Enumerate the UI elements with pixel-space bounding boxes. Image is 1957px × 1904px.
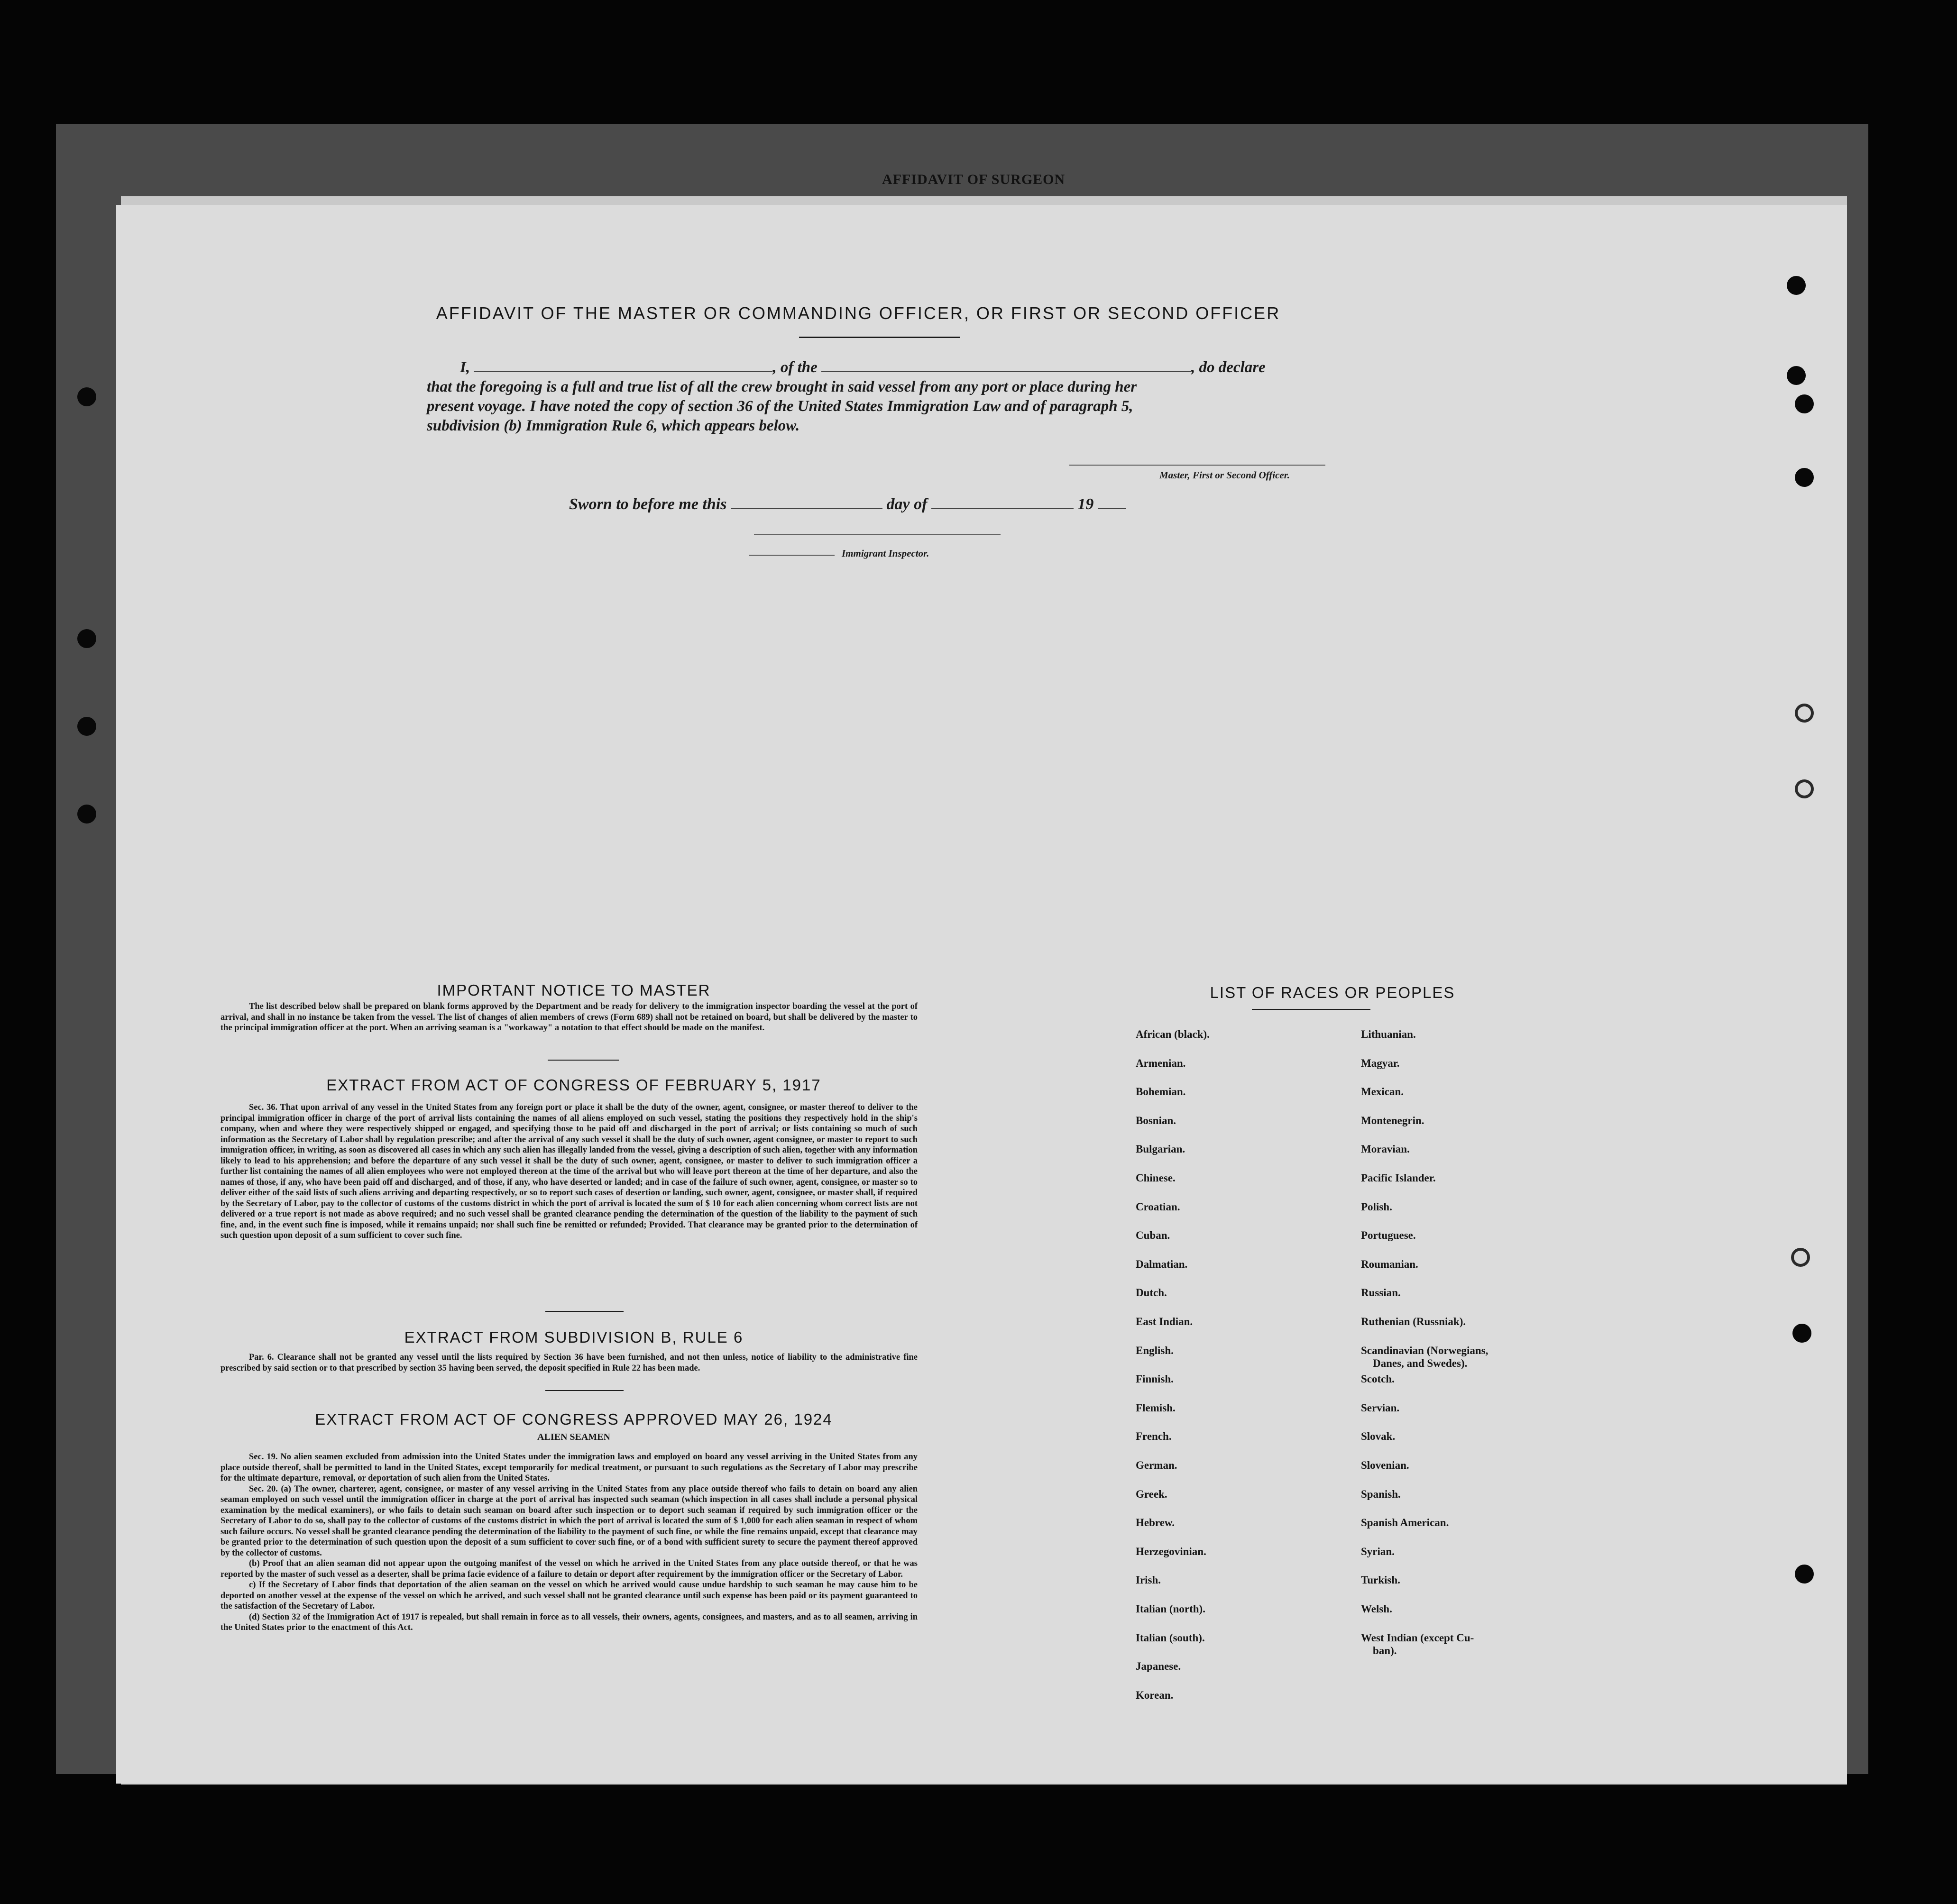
race-entry: Finnish. (1136, 1373, 1174, 1385)
inspector-signature-line[interactable] (749, 555, 835, 556)
race-entry: Flemish. (1136, 1401, 1176, 1414)
race-entry: African (black). (1136, 1028, 1210, 1040)
sworn-line (569, 495, 1126, 513)
race-entry: Russian. (1361, 1287, 1401, 1299)
race-entry: Magyar. (1361, 1057, 1400, 1069)
title-rule (799, 337, 960, 338)
section-divider (548, 1060, 619, 1061)
extract-1924-body (221, 1452, 918, 1633)
vessel-name-blank[interactable] (821, 359, 1191, 372)
extract-1924-paragraph: c) If the Secretary of Labor finds that deportation of the alien seaman on the vessel on which he arrived would cause undue hardship to such seaman he may cause him to be deported on another vessel at the expense of the vessel on which he arrived, and such vessel shall not be granted clearance until such expense has been paid or its payment guaranteed to the satisfaction of the Secretary of Labor. (221, 1580, 918, 1611)
race-entry: Welsh. (1361, 1603, 1392, 1615)
binding-hole (1795, 779, 1814, 798)
binding-hole (1791, 1248, 1810, 1267)
notice-paragraph: The list described below shall be prepared on blank forms approved by the Department and be ready for delivery to the immigration inspector boarding the vessel at the port of arrival, and shall in no instance be taken from the vessel. The list of changes of alien members of crews (Form 689) shall not be retained on board, but shall be delivered by the master to the principal immigration officer at the port. When an arriving seaman is a "workaway" a notation to that effect should be made on the manifest. (221, 1002, 918, 1033)
race-entry: Servian. (1361, 1401, 1400, 1414)
race-entry: Italian (north). (1136, 1603, 1205, 1615)
race-entry: Spanish. (1361, 1488, 1401, 1500)
extract-1924-paragraph: Sec. 19. No alien seamen excluded from admission into the United States under the immigration laws and employed on board any vessel arriving in the United States from any place outside thereof, shall be permitted to land in the United States, except temporarily for medical treatment, or pursuant to such regulations as the Secretary of Labor may prescribe for the ultimate departure, removal, or deportation of such alien from the United States. (221, 1452, 918, 1483)
race-entry: French. (1136, 1430, 1172, 1443)
race-entry: Greek. (1136, 1488, 1167, 1500)
extract-1917-body (221, 1102, 918, 1241)
race-entry: Armenian. (1136, 1057, 1186, 1069)
race-entry: Croatian. (1136, 1200, 1180, 1213)
race-entry: Mexican. (1361, 1086, 1404, 1098)
binding-hole (1795, 704, 1814, 723)
binding-hole (1795, 468, 1814, 487)
race-entry: Roumanian. (1361, 1258, 1418, 1270)
race-entry: Turkish. (1361, 1574, 1400, 1586)
race-entry: Korean. (1136, 1689, 1174, 1701)
race-entry: Slovak. (1361, 1430, 1396, 1443)
race-entry: Cuban. (1136, 1229, 1170, 1242)
race-entry: Bulgarian. (1136, 1143, 1185, 1155)
binding-hole (1795, 394, 1814, 413)
master-signature-line[interactable] (1069, 465, 1325, 466)
extract-1924-title: EXTRACT FROM ACT OF CONGRESS APPROVED MAY 26, 1924 (315, 1410, 833, 1428)
race-entry: ban). (1373, 1644, 1397, 1657)
binding-hole (77, 717, 96, 736)
race-entry: Syrian. (1361, 1545, 1395, 1557)
race-entry: Ruthenian (Russniak). (1361, 1316, 1466, 1327)
notice-body (221, 1001, 918, 1034)
extract-1924-subtitle: ALIEN SEAMEN (537, 1432, 610, 1442)
declaration-line: subdivision (b) Immigration Rule 6, which appears below. (427, 417, 800, 434)
extract-1924-paragraph: (b) Proof that an alien seaman did not appear upon the outgoing manifest of the vessel on which he arrived in the United States from any place outside thereof, or that he was reported by the master of such vessel as a deserter, shall be prima facie evidence of a failure to detain or deport after requirement by the immigration officer or the Secretary of Labor. (221, 1559, 918, 1579)
binding-hole (1792, 1324, 1811, 1343)
race-entry: Scotch. (1361, 1373, 1395, 1385)
declare-label: , do declare (1191, 359, 1266, 376)
section-divider (545, 1390, 624, 1391)
vessel-label: , of the (772, 359, 818, 376)
binding-hole (1787, 366, 1806, 385)
race-entry: Spanish American. (1361, 1517, 1449, 1529)
binding-hole (77, 387, 96, 406)
race-entry: West Indian (except Cu- (1361, 1631, 1474, 1644)
inspector-label: Immigrant Inspector. (842, 548, 929, 559)
binding-hole (77, 805, 96, 824)
race-entry: Portuguese. (1361, 1229, 1416, 1242)
race-entry: Danes, and Swedes). (1373, 1357, 1468, 1369)
sworn-year-label: 19 (1077, 495, 1094, 513)
extract-rule6-title: EXTRACT FROM SUBDIVISION B, RULE 6 (404, 1328, 744, 1346)
race-entry: German. (1136, 1459, 1177, 1471)
declarant-name-blank[interactable] (474, 359, 772, 372)
races-title: LIST OF RACES OR PEOPLES (1210, 984, 1455, 1001)
race-entry: East Indian. (1136, 1316, 1193, 1327)
race-entry: Bosnian. (1136, 1114, 1176, 1126)
race-entry: Pacific Islander. (1361, 1172, 1436, 1184)
inspector-top-line (754, 534, 1001, 535)
master-signature-label: Master, First or Second Officer. (1159, 469, 1290, 481)
race-entry: Irish. (1136, 1574, 1161, 1586)
race-entry: Dutch. (1136, 1287, 1167, 1299)
race-entry: Lithuanian. (1361, 1028, 1416, 1040)
race-entry: Chinese. (1136, 1172, 1176, 1184)
race-entry: Scandinavian (Norwegians, (1361, 1344, 1488, 1356)
declarant-label: I, (460, 359, 470, 376)
race-entry: Hebrew. (1136, 1517, 1175, 1529)
declaration-line: present voyage. I have noted the copy of section 36 of the United States Immigration Law and of paragraph 5, (427, 398, 1133, 415)
races-title-rule (1252, 1009, 1370, 1010)
race-entry: Italian (south). (1136, 1631, 1205, 1644)
sworn-day-blank[interactable] (731, 496, 882, 509)
race-entry: Japanese. (1136, 1660, 1181, 1673)
affidavit-title: AFFIDAVIT OF THE MASTER OR COMMANDING OFFICER, OR FIRST OR SECOND OFFICER (436, 303, 1281, 323)
binding-hole (1787, 276, 1806, 295)
sworn-month-blank[interactable] (931, 496, 1074, 509)
declaration-line: that the foregoing is a full and true list of all the crew brought in said vessel from any port or place during her (427, 378, 1137, 395)
race-entry: Polish. (1361, 1200, 1392, 1213)
sworn-label: Sworn to before me this (569, 495, 727, 513)
race-entry: Herzegovinian. (1136, 1545, 1206, 1557)
back-sheet-header: AFFIDAVIT OF SURGEON (882, 172, 1066, 187)
affidavit-declaration (427, 358, 1328, 436)
race-entry: Bohemian. (1136, 1086, 1186, 1098)
race-entry: English. (1136, 1344, 1174, 1356)
extract-1924-paragraph: (d) Section 32 of the Immigration Act of 1917 is repealed, but shall remain in force as to all vessels, their owners, agents, consignees, and masters, and as to all seamen, arriving in the United States prior to the enactment of this Act. (221, 1612, 918, 1632)
section-divider (545, 1311, 624, 1312)
bleed-through-text (505, 247, 512, 273)
extract-rule6-paragraph: Par. 6. Clearance shall not be granted any vessel until the lists required by Section 36 have been furnished, and not then unless, notice of liability to the administrative fine prescribed by said section or to that prescribed by section 35 having been served, the deposit specified in Rule 22 has been made. (221, 1353, 918, 1373)
extract-1924-paragraph: Sec. 20. (a) The owner, charterer, agent, consignee, or master of any vessel arriving in the United States from any place outside thereof who fails to detain on board any alien seaman employed on such vessel until the immigration officer in charge at the port of arrival has inspected such seaman (which inspection in all cases shall include a personal physical examination by the medical examiners), or who fails to detain such seaman on board after such inspection or to deport such seaman if required by such immigration officer or the Secretary of Labor to do so, shall pay to the collector of customs of the customs district in which the port of arrival is located the sum of $ 1,000 for each alien seaman in respect of whom such failure occurs. No vessel shall be granted clearance pending the determination of the liability to the payment of such fine, or while the fine remains unpaid, except that clearance may be granted prior to the determination of such question upon the deposit of a sum sufficient to cover such fine, or of a bond with sufficient surety to secure the payment thereof approved by the collector of customs. (221, 1484, 918, 1558)
sworn-year-blank[interactable] (1098, 496, 1126, 509)
race-entry: Slovenian. (1361, 1459, 1409, 1471)
extract-1917-paragraph: Sec. 36. That upon arrival of any vessel in the United States from any foreign port or place it shall be the duty of the owner, agent, consignee, or master thereof to deliver to the principal immigration officer in charge of the port of arrival lists containing the names of all aliens employed on such vessel, stating the positions they respectively hold in the ship's company, when and where they were respectively shipped or engaged, and specifying those to be paid off and discharged in the port of arrival; or lists containing so much of such information as the Secretary of Labor shall by regulation prescribe; and after the arrival of any such vessel it shall be the duty of such owner, agent consignee, or master to report to such immigration officer, in writing, as soon as discovered all cases in which any such alien has illegally landed from the vessel, giving a description of such alien, together with any information likely to lead to his apprehension; and before the departure of any such vessel it shall be the duty of such owner, agent, consignee, or master to deliver to such immigration officer a further list containing the names of all alien employees who were not employed thereon at the time of the arrival but who will leave port thereon at the time of her departure, and also the names of those, if any, who have been paid off and discharged, and of those, if any, who have deserted or landed; and in case of the failure of such owner, agent, consignee, or master so to deliver either of the said lists of such aliens arriving and departing respectively, or so to report such cases of desertion or landing, such owner, agent, consignee, or master shall, if required by the Secretary of Labor, pay to the collector of customs of the customs district in which the port of arrival is located the sum of $ 10 for each alien concerning whom correct lists are not delivered or a true report is not made as above required; and no such vessel shall be granted clearance pending the determination of the question of the liability to the payment of such fine, and, in the event such fine is imposed, while it remains unpaid; nor shall such fine be remitted or refunded; Provided. That clearance may be granted prior to the determination of such question upon deposit of a sum sufficient to cover such fine. (221, 1103, 918, 1240)
sworn-day-of-label: day of (886, 495, 928, 513)
binding-hole (1795, 1565, 1814, 1584)
race-entry: Moravian. (1361, 1143, 1410, 1155)
race-entry: Montenegrin. (1361, 1114, 1424, 1126)
extract-1917-title: EXTRACT FROM ACT OF CONGRESS OF FEBRUARY 5, 1917 (326, 1076, 821, 1094)
extract-rule6-body (221, 1352, 918, 1373)
race-entry: Dalmatian. (1136, 1258, 1188, 1270)
binding-hole (77, 629, 96, 648)
notice-title: IMPORTANT NOTICE TO MASTER (437, 981, 711, 999)
